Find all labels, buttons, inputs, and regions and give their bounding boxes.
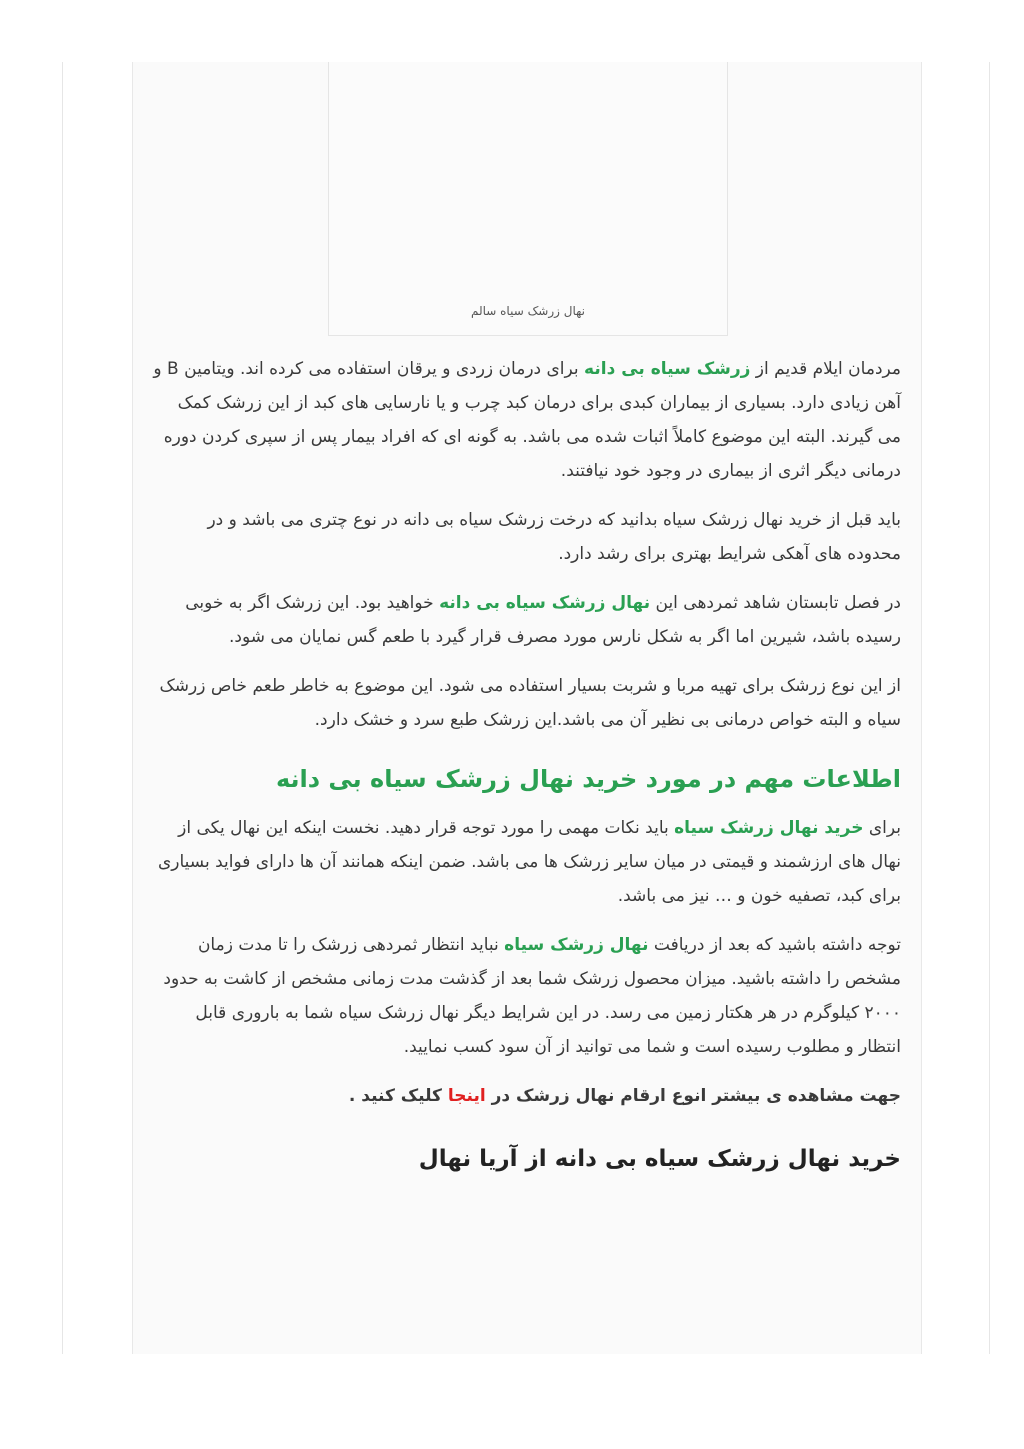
inline-link[interactable]: زرشک سیاه بی دانه bbox=[584, 359, 751, 379]
paragraph-text: خواهید بود. این زرشک اگر به خوبی رسیده باشد، شیرین اما اگر به شکل نارس مورد مصرف قرار گیرد با طعم گس نمایان می شود. bbox=[185, 593, 901, 647]
paragraph-1 bbox=[150, 352, 901, 488]
inline-link[interactable]: خرید نهال زرشک سیاه bbox=[674, 818, 864, 838]
paragraph-text: توجه داشته باشید که بعد از دریافت bbox=[648, 935, 901, 955]
paragraph-text: باید قبل از خرید نهال زرشک سیاه بدانید که درخت زرشک سیاه بی دانه در نوع چتری می باشد و در محدوده های آهکی شرایط بهتری برای رشد دارد. bbox=[207, 510, 901, 564]
paragraph-6 bbox=[150, 928, 901, 1064]
cta-link[interactable]: اینجا bbox=[447, 1086, 486, 1106]
inline-link[interactable]: نهال زرشک سیاه bbox=[504, 935, 649, 955]
inline-link[interactable]: نهال زرشک سیاه بی دانه bbox=[439, 593, 651, 613]
paragraph-text: باید نکات مهمی را مورد توجه قرار دهید. نخست اینکه این نهال یکی از نهال های ارزشمند و قیمتی در میان سایر زرشک ها می باشد. ضمن اینکه همانند آن ها دارای فواید بسیاری برای کبد، تصفیه خون و … نیز می باشد. bbox=[157, 818, 901, 906]
section-heading: اطلاعات مهم در مورد خرید نهال زرشک سیاه بی دانه bbox=[275, 765, 901, 793]
paragraph-text: نباید انتظار ثمردهی زرشک را تا مدت زمان مشخص را داشته باشید. میزان محصول زرشک شما بعد از گذشت مدت زمانی مشخص از کاشت به حدود ۲۰۰۰ کیلوگرم در هر هکتار زمین می رسد. در این شرایط دیگر نهال زرشک سیاه شما به باروری قابل انتظار و مطلوب رسیده است و شما می توانید از آن سود کسب نمایید. bbox=[163, 935, 901, 1057]
paragraph-5 bbox=[150, 811, 901, 913]
paragraph-3 bbox=[150, 586, 901, 654]
paragraph-text: از این نوع زرشک برای تهیه مربا و شربت بسیار استفاده می شود. این موضوع به خاطر طعم خاص زرشک سیاه و البته خواص درمانی بی نظیر آن می باشد.این زرشک طبع سرد و خشک دارد. bbox=[159, 676, 901, 730]
paragraph-text: برای درمان زردی و یرقان استفاده می کرده اند. ویتامین B و آهن زیادی دارد. بسیاری از بیماران کبدی برای درمان کبد چرب و یا نارسایی های کبد از این زرشک کمک می گیرند. البته این موضوع کاملاً اثبات شده می باشد. به گونه ای که افراد بیمار پس از سپری کردن دوره درمانی دیگر اثری از بیماری در وجود خود نیافتند. bbox=[153, 359, 901, 481]
paragraph-text: مردمان ایلام قدیم از bbox=[750, 359, 901, 379]
article-content bbox=[150, 352, 901, 1179]
figure bbox=[328, 62, 728, 336]
paragraph-text: برای bbox=[863, 818, 901, 838]
cta-text: کلیک کنید . bbox=[348, 1086, 448, 1106]
figure-image bbox=[329, 62, 727, 297]
paragraph-2 bbox=[150, 503, 901, 571]
paragraph-text: در فصل تابستان شاهد ثمردهی این bbox=[650, 593, 901, 613]
figure-caption: نهال زرشک سیاه سالم bbox=[470, 304, 586, 318]
cta-line bbox=[150, 1079, 901, 1113]
subsection-heading: خرید نهال زرشک سیاه بی دانه از آریا نهال bbox=[418, 1146, 901, 1172]
paragraph-4 bbox=[150, 669, 901, 737]
cta-text: جهت مشاهده ی بیشتر انوع ارقام نهال زرشک در bbox=[485, 1086, 901, 1106]
